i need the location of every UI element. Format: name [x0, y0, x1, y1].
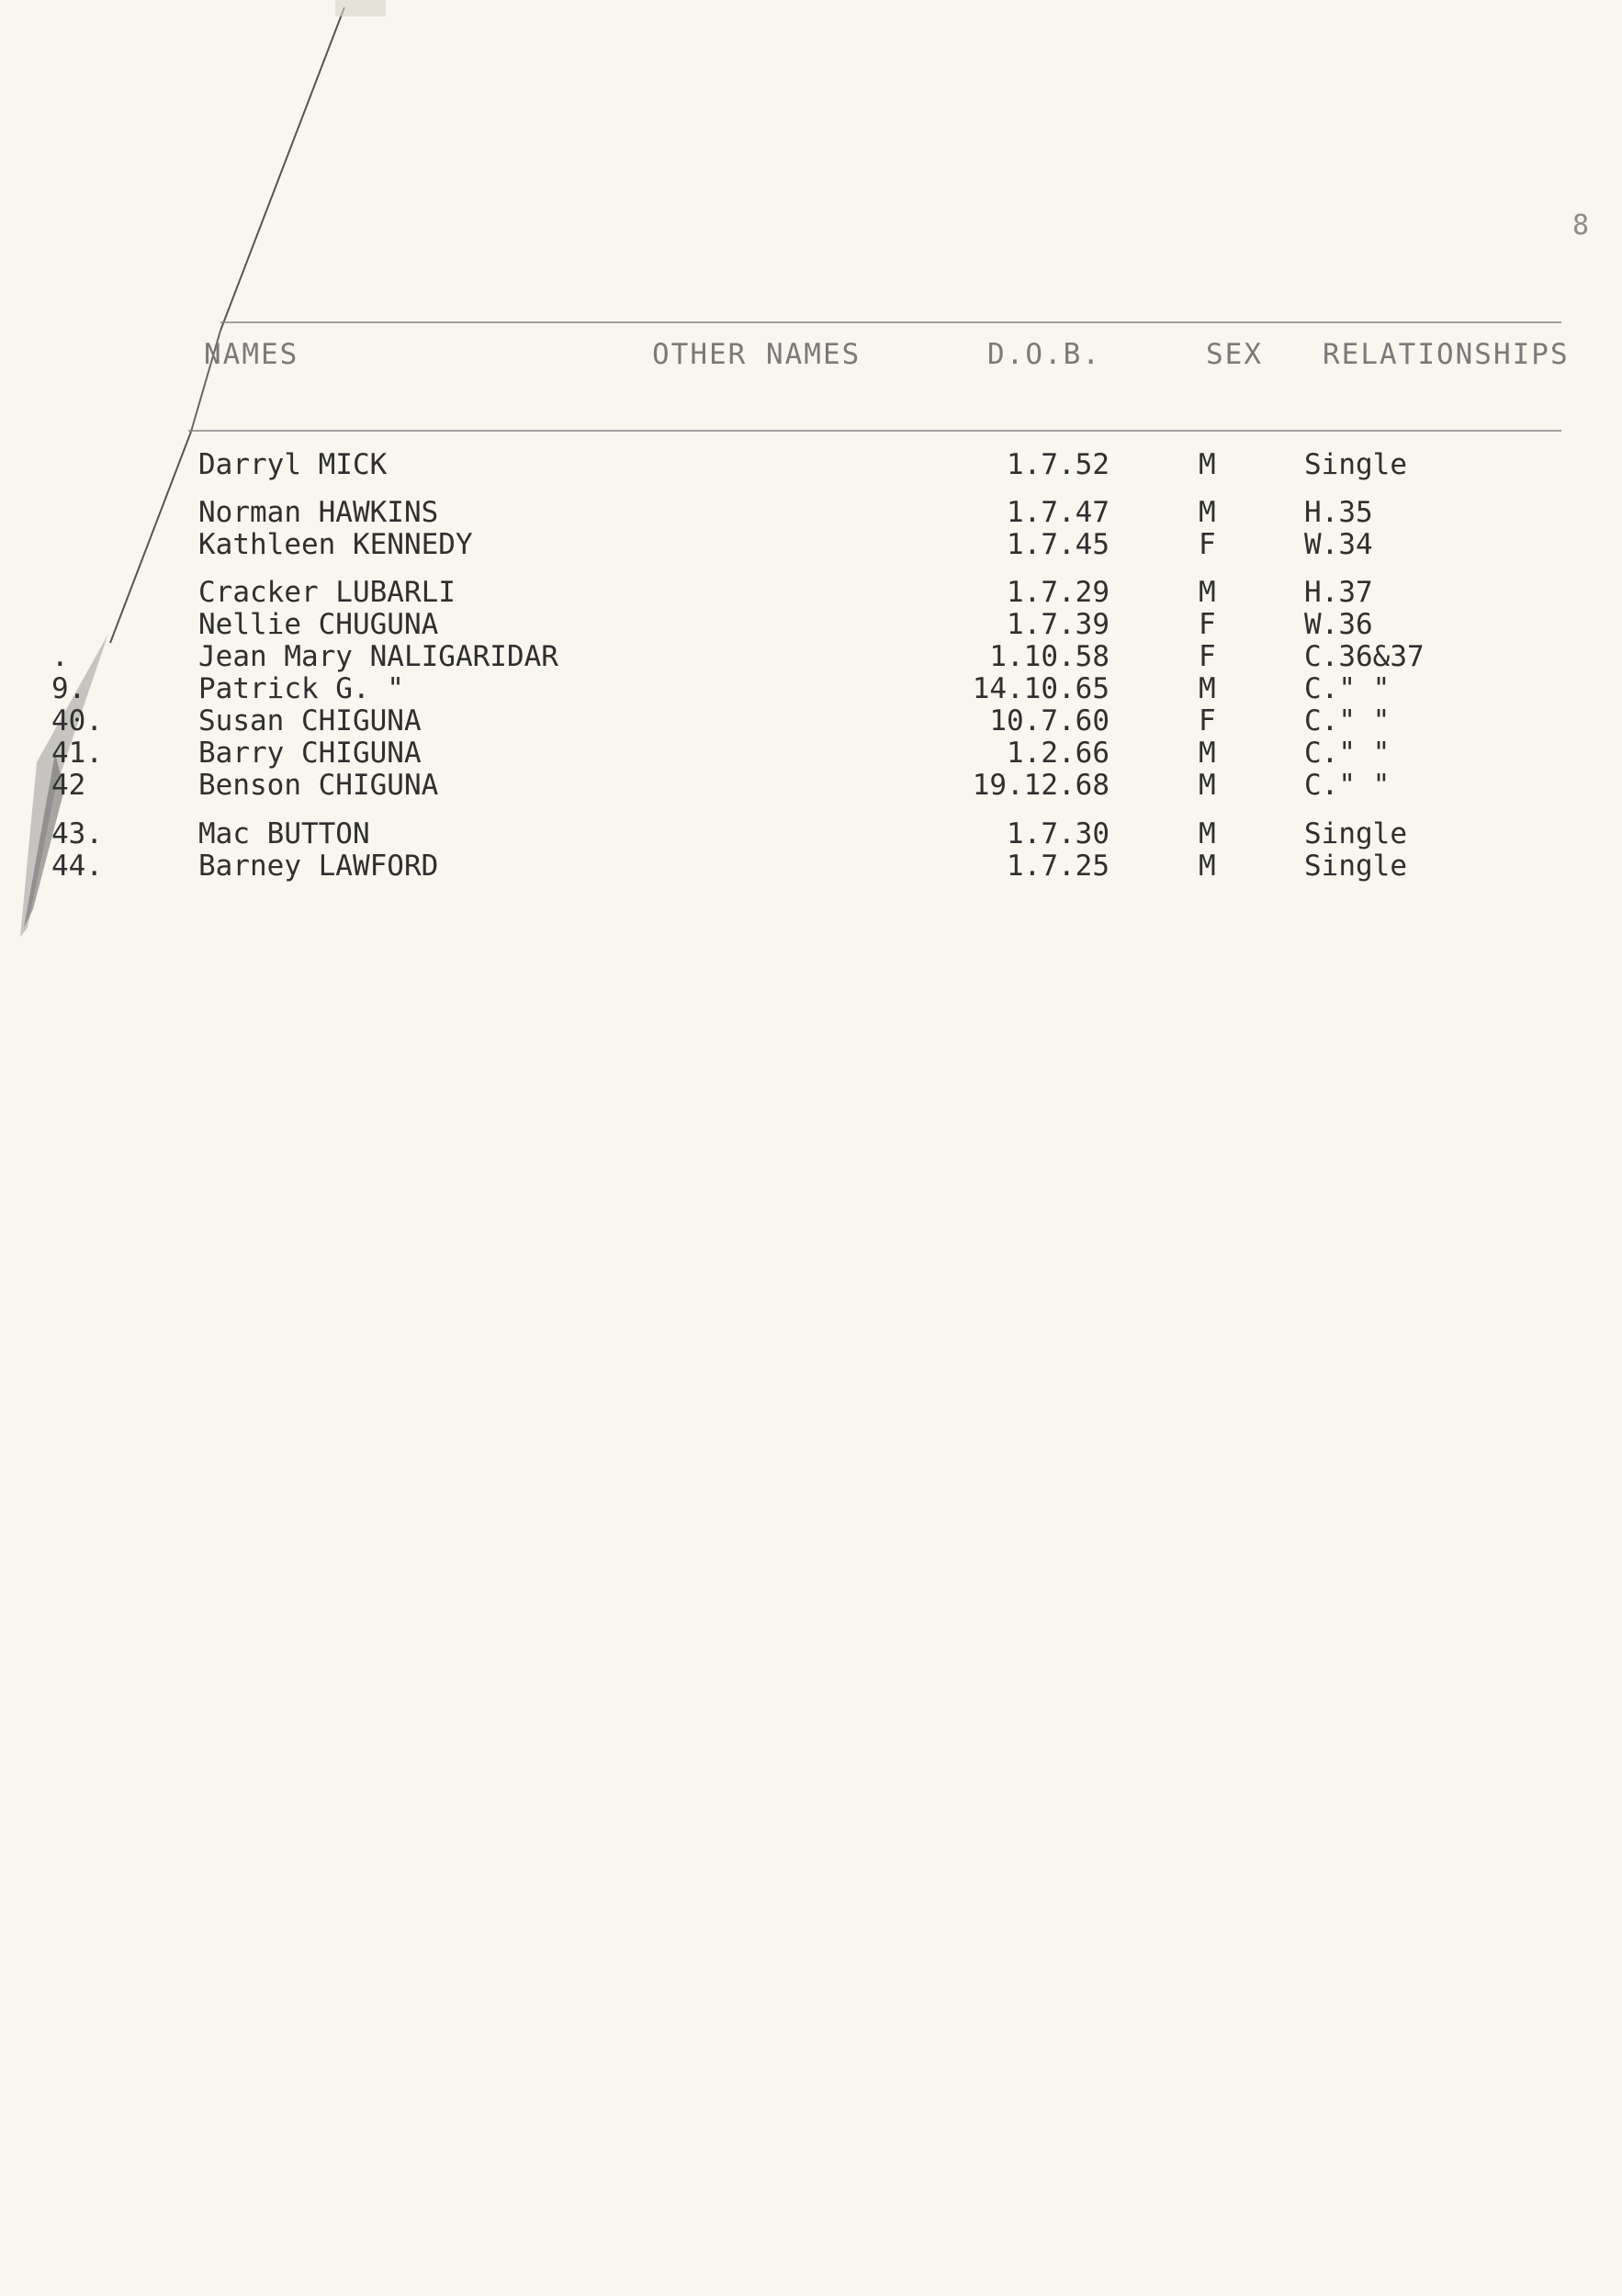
row-sex: M — [1199, 769, 1216, 802]
row-number: 40. — [51, 704, 103, 737]
row-name: Mac BUTTON — [198, 817, 370, 850]
row-sex: M — [1199, 850, 1216, 883]
row-dob: 1.7.25 — [1007, 850, 1109, 883]
row-dob: 1.7.47 — [1007, 496, 1109, 529]
row-relationship: Single — [1304, 817, 1407, 850]
row-relationship: W.34 — [1304, 528, 1373, 561]
row-dob: 19.12.68 — [972, 769, 1109, 802]
header-bottom-rule — [188, 430, 1561, 432]
column-header-dob: D.O.B. — [987, 338, 1101, 371]
table-row — [0, 640, 1622, 673]
row-relationship: H.35 — [1304, 496, 1373, 529]
row-name: Susan CHIGUNA — [198, 704, 422, 737]
row-dob: 1.7.45 — [1007, 528, 1109, 561]
row-number: 44. — [51, 850, 103, 883]
column-header-names: NAMES — [204, 338, 299, 371]
table-row — [0, 769, 1622, 802]
row-name: Barney LAWFORD — [198, 850, 439, 883]
row-relationship: W.36 — [1304, 608, 1373, 641]
row-sex: M — [1199, 737, 1216, 770]
table-row — [0, 817, 1622, 850]
table-row — [0, 448, 1622, 481]
row-name: Darryl MICK — [198, 448, 388, 481]
row-relationship: C.36&37 — [1304, 640, 1425, 673]
row-name: Kathleen KENNEDY — [198, 528, 473, 561]
row-sex: F — [1199, 640, 1216, 673]
row-dob: 1.7.39 — [1007, 608, 1109, 641]
row-dob: 1.7.52 — [1007, 448, 1109, 481]
row-relationship: C." " — [1304, 672, 1391, 705]
row-sex: M — [1199, 496, 1216, 529]
row-dob: 1.7.30 — [1007, 817, 1109, 850]
row-number: . — [51, 640, 69, 673]
row-sex: M — [1199, 448, 1216, 481]
row-name: Norman HAWKINS — [198, 496, 439, 529]
row-dob: 1.7.29 — [1007, 576, 1109, 609]
row-dob: 1.10.58 — [989, 640, 1109, 673]
row-name: Jean Mary NALIGARIDAR — [198, 640, 558, 673]
row-name: Nellie CHUGUNA — [198, 608, 439, 641]
row-name: Cracker LUBARLI — [198, 576, 456, 609]
column-header-sex: SEX — [1206, 338, 1263, 371]
row-relationship: C." " — [1304, 769, 1391, 802]
table-row — [0, 704, 1622, 737]
row-relationship: Single — [1304, 850, 1407, 883]
column-header-relationships: RELATIONSHIPS — [1323, 338, 1570, 371]
row-sex: M — [1199, 576, 1216, 609]
row-name: Barry CHIGUNA — [198, 737, 422, 770]
row-relationship: C." " — [1304, 704, 1391, 737]
page-number: 8 — [1572, 209, 1590, 242]
table-row — [0, 672, 1622, 705]
row-number: 43. — [51, 817, 103, 850]
row-name: Benson CHIGUNA — [198, 769, 439, 802]
table-row — [0, 850, 1622, 883]
row-number: 42 — [51, 769, 86, 802]
row-sex: M — [1199, 672, 1216, 705]
row-sex: F — [1199, 608, 1216, 641]
table-row — [0, 737, 1622, 770]
table-row — [0, 608, 1622, 641]
row-number: 9. — [51, 672, 86, 705]
table-row — [0, 576, 1622, 609]
row-relationship: H.37 — [1304, 576, 1373, 609]
row-name: Patrick G. " — [198, 672, 404, 705]
row-sex: F — [1199, 704, 1216, 737]
header-top-rule — [220, 321, 1561, 323]
row-sex: M — [1199, 817, 1216, 850]
row-dob: 1.2.66 — [1007, 737, 1109, 770]
column-header-other-names: OTHER NAMES — [652, 338, 862, 371]
table-row — [0, 496, 1622, 529]
row-sex: F — [1199, 528, 1216, 561]
row-dob: 14.10.65 — [972, 672, 1109, 705]
row-number: 41. — [51, 737, 103, 770]
row-relationship: C." " — [1304, 737, 1391, 770]
table-row — [0, 528, 1622, 561]
row-dob: 10.7.60 — [989, 704, 1109, 737]
row-relationship: Single — [1304, 448, 1407, 481]
